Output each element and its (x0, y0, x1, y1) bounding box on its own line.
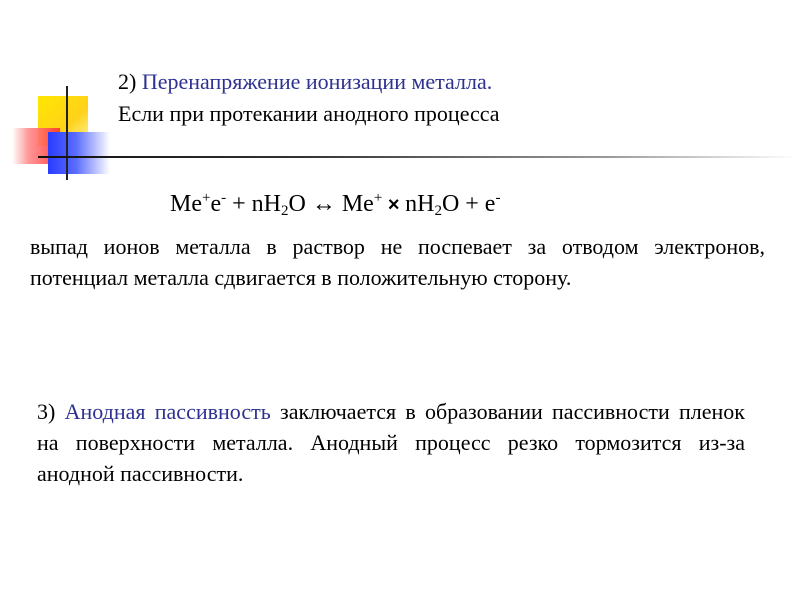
formula-sup: + (373, 190, 383, 206)
formula-text: O ↔ Me (288, 191, 374, 217)
formula-times: × (382, 194, 406, 216)
horizontal-rule (38, 156, 798, 158)
formula-me: Me (170, 191, 202, 217)
paragraph-passivity (37, 396, 745, 489)
formula-electron: e (210, 191, 222, 217)
reaction-formula (170, 182, 500, 227)
formula-text: + nH (226, 191, 281, 217)
paragraph-body: заключается в образовании пассивности пленок на поверхности металла. Анодный процесс резко тормозится из-за анодной пассивности. (37, 399, 745, 486)
heading-line (118, 68, 492, 96)
heading-number: 2) (118, 69, 142, 94)
heading-subtitle: Если при протекании анодного процесса (118, 101, 500, 126)
formula-sup: - (221, 190, 227, 206)
passivity-term: Анодная пассивность (64, 399, 271, 424)
formula-text: nH (405, 191, 435, 217)
paragraph-number: 3) (37, 399, 65, 424)
formula-sub: 2 (281, 203, 289, 219)
heading-title: Перенапряжение ионизации металла. (141, 69, 493, 94)
formula-sup: - (495, 190, 501, 206)
paragraph-ionization: выпад ионов металла в раствор не поспевает за отводом электронов, потенциал металла сдвигается в положительную сторону. (30, 234, 765, 290)
formula-text: O + e (441, 191, 496, 217)
formula-sup: + (202, 190, 211, 206)
blue-square-decoration (48, 132, 110, 174)
formula-sub: 2 (434, 203, 442, 219)
vertical-rule (66, 86, 68, 180)
